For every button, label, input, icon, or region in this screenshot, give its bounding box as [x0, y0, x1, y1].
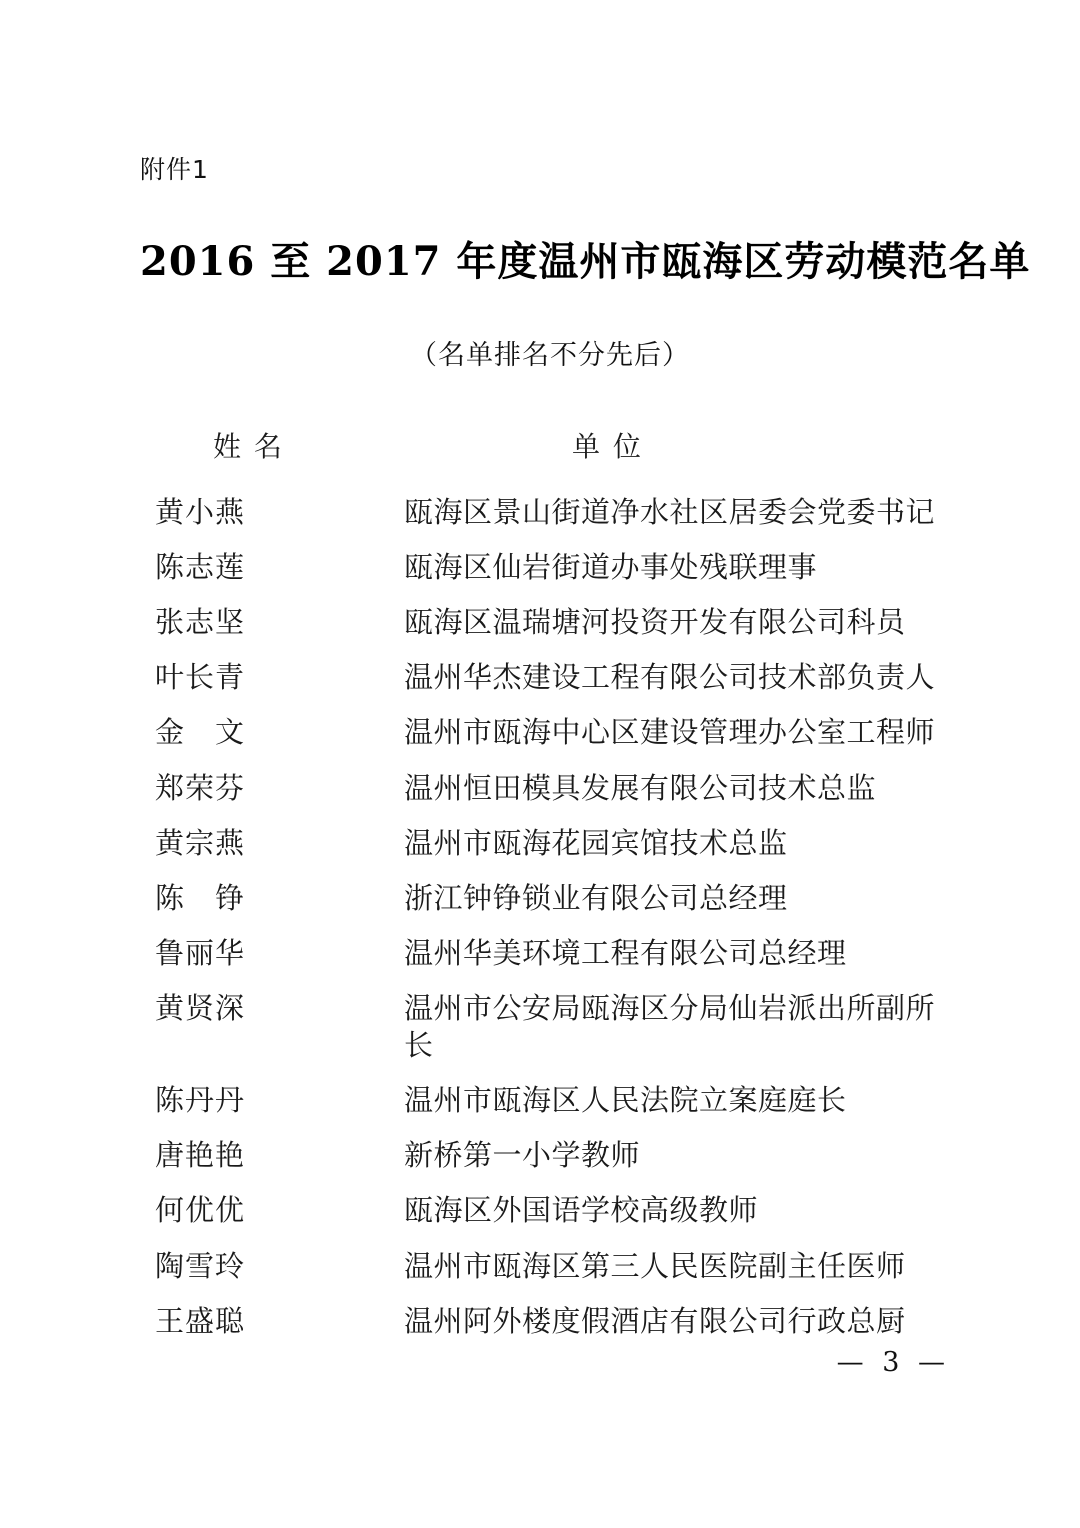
- cell-person-name: 王盛聪: [155, 1303, 246, 1338]
- table-row: [155, 650, 945, 705]
- table-row: [155, 595, 945, 650]
- table-row: [155, 1294, 945, 1349]
- cell-work-unit: 温州市瓯海花园宾馆技术总监: [404, 825, 788, 860]
- cell-person-name: 黄宗燕: [155, 825, 246, 860]
- cell-work-unit: 瓯海区外国语学校高级教师: [404, 1193, 759, 1228]
- cell-person-name: 金 文: [155, 715, 246, 750]
- table-row: [155, 926, 945, 981]
- cell-work-unit: 温州市公安局瓯海区分局仙岩派出所副所长: [404, 990, 936, 1063]
- cell-work-unit: 瓯海区景山街道净水社区居委会党委书记: [404, 495, 936, 529]
- cell-work-unit: 温州市瓯海中心区建设管理办公室工程师: [404, 715, 936, 750]
- cell-work-unit: 瓯海区仙岩街道办事处残联理事: [404, 550, 818, 585]
- table-row: [155, 816, 945, 871]
- cell-person-name: 何优优: [155, 1193, 246, 1228]
- table-row: [155, 981, 945, 1073]
- table-row: [155, 761, 945, 816]
- cell-work-unit: 新桥第一小学教师: [404, 1138, 641, 1173]
- attachment-label: 附件1: [140, 155, 209, 184]
- cell-person-name: 郑荣芬: [155, 770, 246, 805]
- laborer-model-name-table: [155, 424, 945, 1349]
- cell-person-name: 陈丹丹: [155, 1083, 246, 1118]
- cell-work-unit: 温州恒田模具发展有限公司技术总监: [404, 770, 877, 805]
- cell-person-name: 陈志莲: [155, 550, 246, 585]
- column-header-name: 姓 名: [213, 430, 284, 463]
- cell-person-name: 鲁丽华: [155, 935, 246, 970]
- table-row: [155, 1073, 945, 1128]
- cell-person-name: 叶长青: [155, 660, 246, 695]
- cell-person-name: 张志坚: [155, 605, 246, 640]
- table-body: [155, 485, 945, 1349]
- cell-person-name: 陈 铮: [155, 880, 246, 915]
- cell-person-name: 黄贤深: [155, 990, 246, 1025]
- cell-work-unit: 瓯海区温瑞塘河投资开发有限公司科员: [404, 605, 906, 640]
- page-title: 2016 至 2017 年度温州市瓯海区劳动模范名单: [140, 238, 1031, 285]
- table-row: [155, 705, 945, 760]
- cell-person-name: 陶雪玲: [155, 1248, 246, 1283]
- table-header-row: [155, 424, 945, 485]
- page-number: — 3 —: [836, 1347, 950, 1378]
- table-row: [155, 871, 945, 926]
- cell-person-name: 黄小燕: [155, 495, 246, 529]
- table-row: [155, 485, 945, 540]
- table-row: [155, 1239, 945, 1294]
- cell-person-name: 唐艳艳: [155, 1138, 246, 1173]
- cell-work-unit: 温州阿外楼度假酒店有限公司行政总厨: [404, 1303, 906, 1338]
- document-subtitle: （名单排名不分先后）: [410, 340, 690, 371]
- cell-work-unit: 温州华美环境工程有限公司总经理: [404, 935, 847, 970]
- cell-work-unit: 浙江钟铮锁业有限公司总经理: [404, 880, 788, 915]
- table-row: [155, 1183, 945, 1238]
- cell-work-unit: 温州市瓯海区人民法院立案庭庭长: [404, 1083, 847, 1118]
- table-row: [155, 540, 945, 595]
- cell-work-unit: 温州市瓯海区第三人民医院副主任医师: [404, 1248, 906, 1283]
- column-header-unit: 单 位: [572, 430, 643, 463]
- cell-work-unit: 温州华杰建设工程有限公司技术部负责人: [404, 660, 936, 695]
- table-row: [155, 1128, 945, 1183]
